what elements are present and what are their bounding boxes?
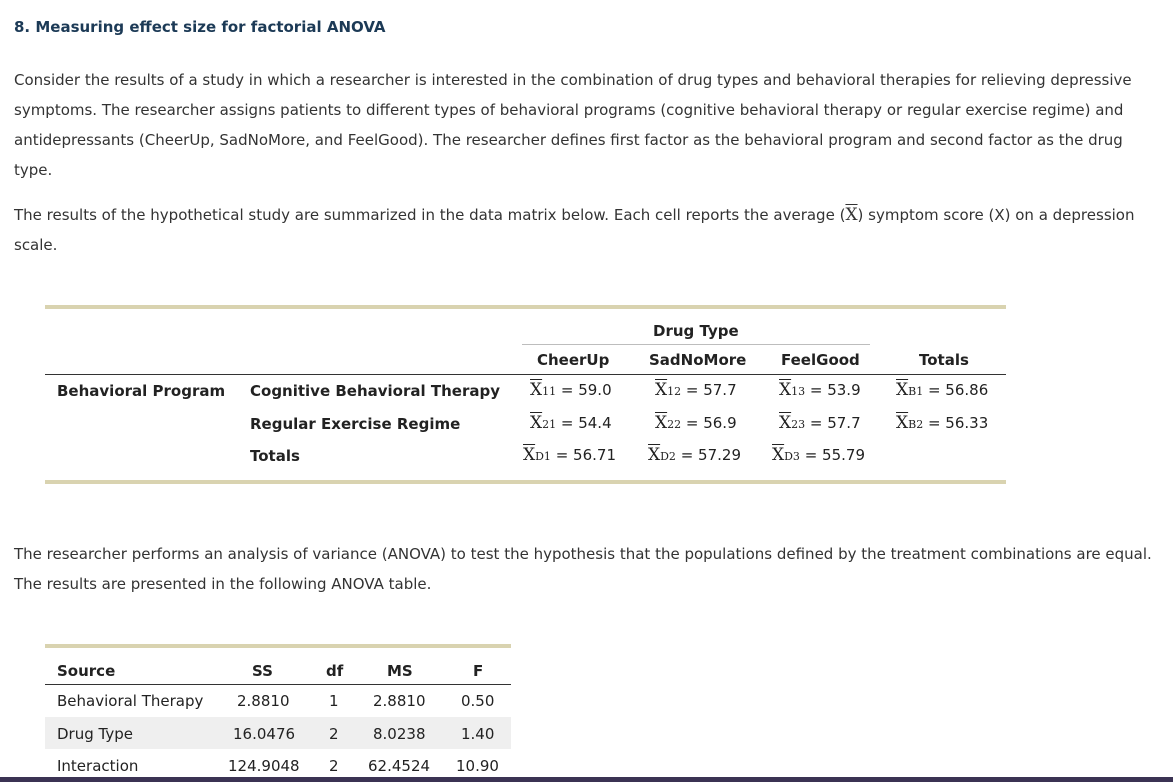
anova-row2-f: 1.40 [461,725,495,743]
anova-header-ms: MS [387,662,413,680]
anova-intro-paragraph: The researcher performs an analysis of variance (ANOVA) to test the hypothesis that the populations defined by the treatment combinations are equal. The results are presented in the following ANOVA table. [14,545,1152,593]
anova-row2-df: 2 [329,725,339,743]
anova-row2-source: Drug Type [57,725,133,743]
col-header-feelgood: FeelGood [781,351,860,369]
anova-row1-f: 0.50 [461,692,495,710]
anova-row3-ss: 124.9048 [228,757,300,775]
bottom-bar [0,777,1173,782]
drug-type-header: Drug Type [653,322,739,340]
anova-row3-df: 2 [329,757,339,775]
anova-row2-ms: 8.0238 [373,725,426,743]
anova-row1-source: Behavioral Therapy [57,692,204,710]
xbar-symbol: $\overline{X}$ [845,205,858,225]
col-header-cheerup: CheerUp [537,351,610,369]
anova-row1-ms: 2.8810 [373,692,426,710]
cell-xb1: $\overline{X}B1 = 56.86$ [896,380,989,400]
row-label-exercise: Regular Exercise Regime [250,415,461,433]
cell-x23: $\overline{X}23 = 57.7$ [779,413,861,433]
factor-label: Behavioral Program [57,382,226,400]
cell-x12: $\overline{X}12 = 57.7$ [655,380,737,400]
anova-row1-df: 1 [329,692,339,710]
row-label-cbt: Cognitive Behavioral Therapy [250,382,500,400]
drug-type-underline [522,344,870,345]
anova-header-ss: SS [252,662,273,680]
cell-x21: $\overline{X}21 = 54.4$ [530,413,612,433]
results-text-end: ) symptom score (X) on a depression scale. [14,206,1135,254]
anova-header-divider [45,684,511,685]
cell-xd3: $\overline{X}D3 = 55.79$ [772,445,865,465]
cell-xb2: $\overline{X}B2 = 56.33$ [896,413,989,433]
cell-x11: $\overline{X}11 = 59.0$ [530,380,612,400]
matrix-bottom-band [45,480,1006,484]
results-text-start: The results of the hypothetical study are summarized in the data matrix below. Each cell reports the average ( [14,206,846,224]
page-title: 8. Measuring effect size for factorial ANOVA [14,18,386,36]
col-header-sadnomore: SadNoMore [649,351,747,369]
row-label-totals: Totals [250,447,300,465]
anova-row1-ss: 2.8810 [237,692,290,710]
anova-top-band [45,644,511,648]
anova-header-df: df [326,662,344,680]
intro-paragraph: Consider the results of a study in which a researcher is interested in the combination of drug types and behavioral therapies for relieving depressive symptoms. The researcher assigns patients to different types of behavioral programs (cognitive behavioral therapy or regular exercise regime) and antidepressants (CheerUp, SadNoMore, and FeelGood). The researcher defines first factor as the behavioral program and second factor as the drug type. [14,71,1132,179]
results-paragraph [14,200,1164,260]
anova-header-source: Source [57,662,116,680]
matrix-top-band [45,305,1006,309]
anova-row2-ss: 16.0476 [233,725,296,743]
anova-row3-source: Interaction [57,757,139,775]
header-divider [45,374,1006,375]
cell-x22: $\overline{X}22 = 56.9$ [655,413,737,433]
col-header-totals: Totals [919,351,969,369]
anova-header-f: F [473,662,484,680]
anova-row3-ms: 62.4524 [368,757,431,775]
anova-row3-f: 10.90 [456,757,499,775]
cell-xd2: $\overline{X}D2 = 57.29$ [648,445,741,465]
cell-xd1: $\overline{X}D1 = 56.71$ [523,445,616,465]
cell-x13: $\overline{X}13 = 53.9$ [779,380,861,400]
